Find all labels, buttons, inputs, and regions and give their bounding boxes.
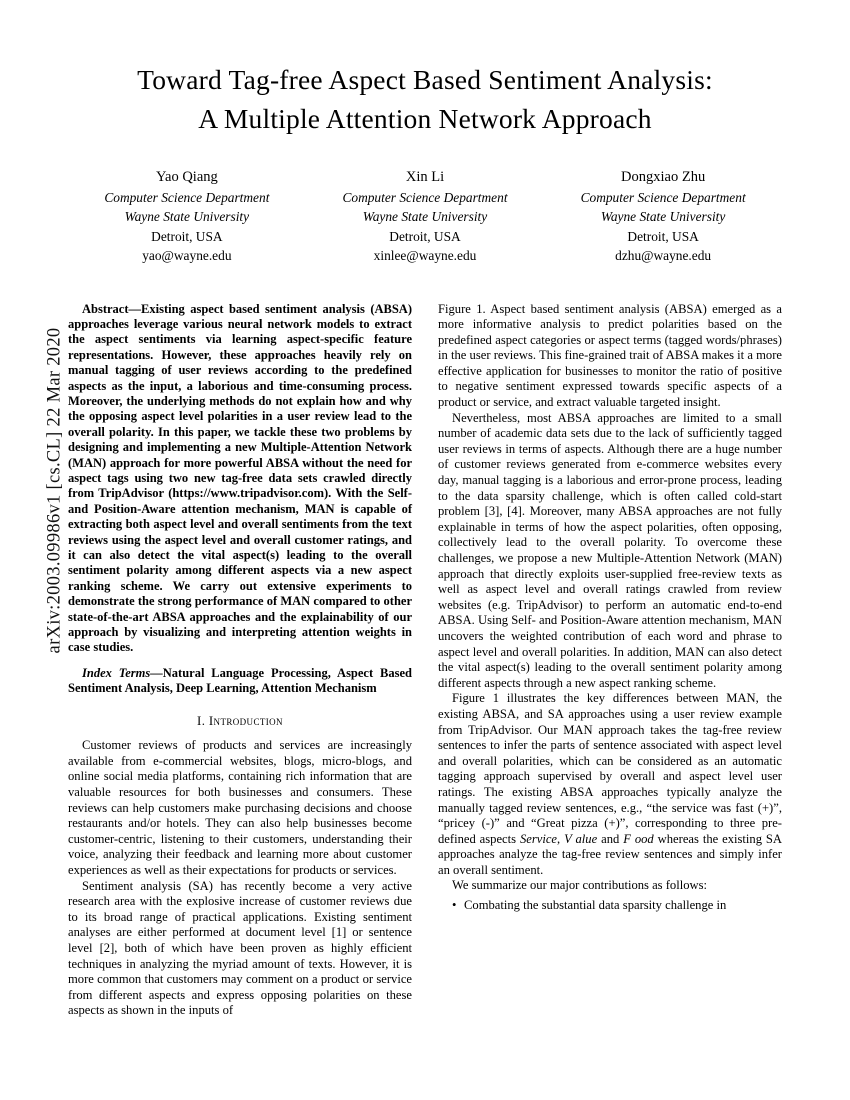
abstract-label: Abstract— xyxy=(82,301,142,316)
author-location: Detroit, USA xyxy=(627,228,699,244)
author-block xyxy=(306,168,544,266)
right-column xyxy=(438,302,782,1019)
author-block xyxy=(68,168,306,266)
title-line-2: A Multiple Attention Network Approach xyxy=(198,103,652,134)
paragraph: Nevertheless, most ABSA approaches are limited to a small number of academic data sets due to the lack of sufficiently tagged user reviews in terms of aspects. Although there are a huge number of customer reviews generated from e-commerce websites every day, manual tagging is a laborious and error-prone process, leading to the data sparsity challenge, which is often called cold-start problem [3], [4]. Moreover, many ABSA approaches are not fully explainable in terms of how the aspect polarities, often opposing, collectively lead to the overall polarity. To overcome these challenges, we propose a new Multiple-Attention Network (MAN) approach that directly exploits user-supplied free-review texts as well as aspect level and overall ratings crawled from review websites (e.g. TripAdvisor) to perform an automatic end-to-end ABSA. Using Self- and Position-Aware attention mechanism, MAN uncovers the weighted contribution of each word and phrase to aspect level and overall polarities. In addition, MAN can also detect the vital aspect(s) leading to the overall sentiment polarity among different aspects through a new aspect ranking scheme. xyxy=(438,410,782,690)
page-title xyxy=(68,60,782,138)
author-email: xinlee@wayne.edu xyxy=(373,248,477,263)
abstract xyxy=(68,302,412,656)
author-email: dzhu@wayne.edu xyxy=(615,248,712,263)
paragraph: Customer reviews of products and services are increasingly available from e-commercial websites, blogs, micro-blogs, and online social media platforms, containing rich information that are valuable resources for both businesses and consumers. These reviews can help customers make purchasing decisions and choose restaurants and/or hotels. They can also help businesses become customer-centric, listening to their customers, understanding their voice, analyzing their feedback and learning more about customer experiences as well as their expectations for products or services. xyxy=(68,738,412,877)
author-block xyxy=(544,168,782,266)
author-name: Xin Li xyxy=(405,169,445,185)
author-name: Yao Qiang xyxy=(155,169,218,185)
author-location: Detroit, USA xyxy=(151,228,223,244)
paragraph: Figure 1. Aspect based sentiment analysis (ABSA) emerged as a more informative analysis to predict polarities based on the predefined aspect categories or aspect terms (tagged words/phrases) in the user reviews. This fine-grained trait of ABSA makes it a more effective application for businesses to monitor the ratio of positive to negative sentiment expressed towards specific aspects of a product or service, and extract valuable targeted insight. xyxy=(438,301,782,410)
list-item: • Combating the substantial data sparsity challenge in xyxy=(454,898,782,914)
index-terms xyxy=(68,666,412,697)
index-terms-text: Natural Language Processing, Aspect Based Sentiment Analysis, Deep Learning, Attention Mechanism xyxy=(68,665,412,696)
author-department: Computer Science Department xyxy=(342,189,508,205)
figure-paragraph-part1: Figure 1 illustrates the key differences between MAN, the existing ABSA, and SA approaches using a user review example from TripAdvisor. Our MAN approach takes the tag-free review sentences to infer the parts of sentence associated with aspect level and overall polarities, which can be considered as an automatic tagging approach supervised by overall and aspect level user ratings. The existing ABSA approaches typically analyze the manually tagged review sentences, e.g., “the service was fast (+)”, “pricey (-)” and “Great pizza (+)”, corresponding to three pre-defined aspects xyxy=(438,691,782,846)
figure-paragraph-part2: whereas the existing SA approaches analyze the tag-free review sentences and simply infer an overall sentiment. xyxy=(438,831,783,877)
aspect-value: V alue xyxy=(564,831,598,846)
aspect-food: F ood xyxy=(623,831,654,846)
author-university: Wayne State University xyxy=(124,209,250,224)
abstract-text: Existing aspect based sentiment analysis (ABSA) approaches leverage various neural network models to extract the aspect sentiments via learning aspect-specific feature representations. However, these approaches heavily rely on manual tagging of user reviews according to the predefined aspects as the input, a laborious and time-consuming process. Moreover, the underlying methods do not explain how and why the opposing aspect level polarities in a user review lead to the overall polarity. In this paper, we tackle these two problems by designing and implementing a new Multiple-Attention Network (MAN) approach for more powerful ABSA without the need for aspect tags using two new tag-free data sets crawled directly from TripAdvisor (https://www.tripadvisor.com). With the Self- and Position-Aware attention mechanism, MAN is capable of extracting both aspect level and overall sentiments from the text reviews using the aspect level and overall customer ratings, and it can also detect the vital aspect(s) leading to the overall sentiment polarity among different aspects via a new aspect ranking scheme. We carry out extensive experiments to demonstrate the strong performance of MAN compared to other state-of-the-art ABSA approaches and the explainability of our approach by visualizing and interpreting attention weights in case studies. xyxy=(68,301,412,655)
left-column xyxy=(68,302,412,1019)
figure-paragraph-mid2: and xyxy=(597,831,624,846)
author-name: Dongxiao Zhu xyxy=(621,169,706,185)
index-terms-label: Index Terms— xyxy=(82,665,163,680)
author-location: Detroit, USA xyxy=(389,228,461,244)
author-university: Wayne State University xyxy=(362,209,488,224)
arxiv-stamp: arXiv:2003.09986v1 [cs.CL] 22 Mar 2020 xyxy=(44,327,65,654)
figure-paragraph-mid1: , xyxy=(557,831,565,846)
author-list xyxy=(68,168,782,266)
paragraph-figure-reference xyxy=(438,691,782,878)
author-email: yao@wayne.edu xyxy=(142,248,232,263)
author-department: Computer Science Department xyxy=(104,189,270,205)
paragraph-contributions-intro: We summarize our major contributions as follows: xyxy=(452,878,708,893)
title-line-1: Toward Tag-free Aspect Based Sentiment Analysis: xyxy=(137,64,713,95)
aspect-service: Service xyxy=(519,831,558,846)
section-heading-introduction: I. Introduction xyxy=(197,713,283,728)
contributions-list xyxy=(438,898,782,914)
author-university: Wayne State University xyxy=(600,209,726,224)
author-department: Computer Science Department xyxy=(580,189,746,205)
paragraph: Sentiment analysis (SA) has recently become a very active research area with the explosive increase of customer reviews due to its broad range of practical applications. Existing sentiment analyses are either performed at document level [1] or sentence level [2], both of which have been proven as highly efficient techniques in analyzing the myriad amount of texts. However, it is more common that customers may comment on a product or service from different aspects and express opposing polarities on these aspects as shown in the inputs of xyxy=(68,878,412,1018)
body-columns xyxy=(68,302,782,1019)
paper-content xyxy=(68,60,782,1019)
